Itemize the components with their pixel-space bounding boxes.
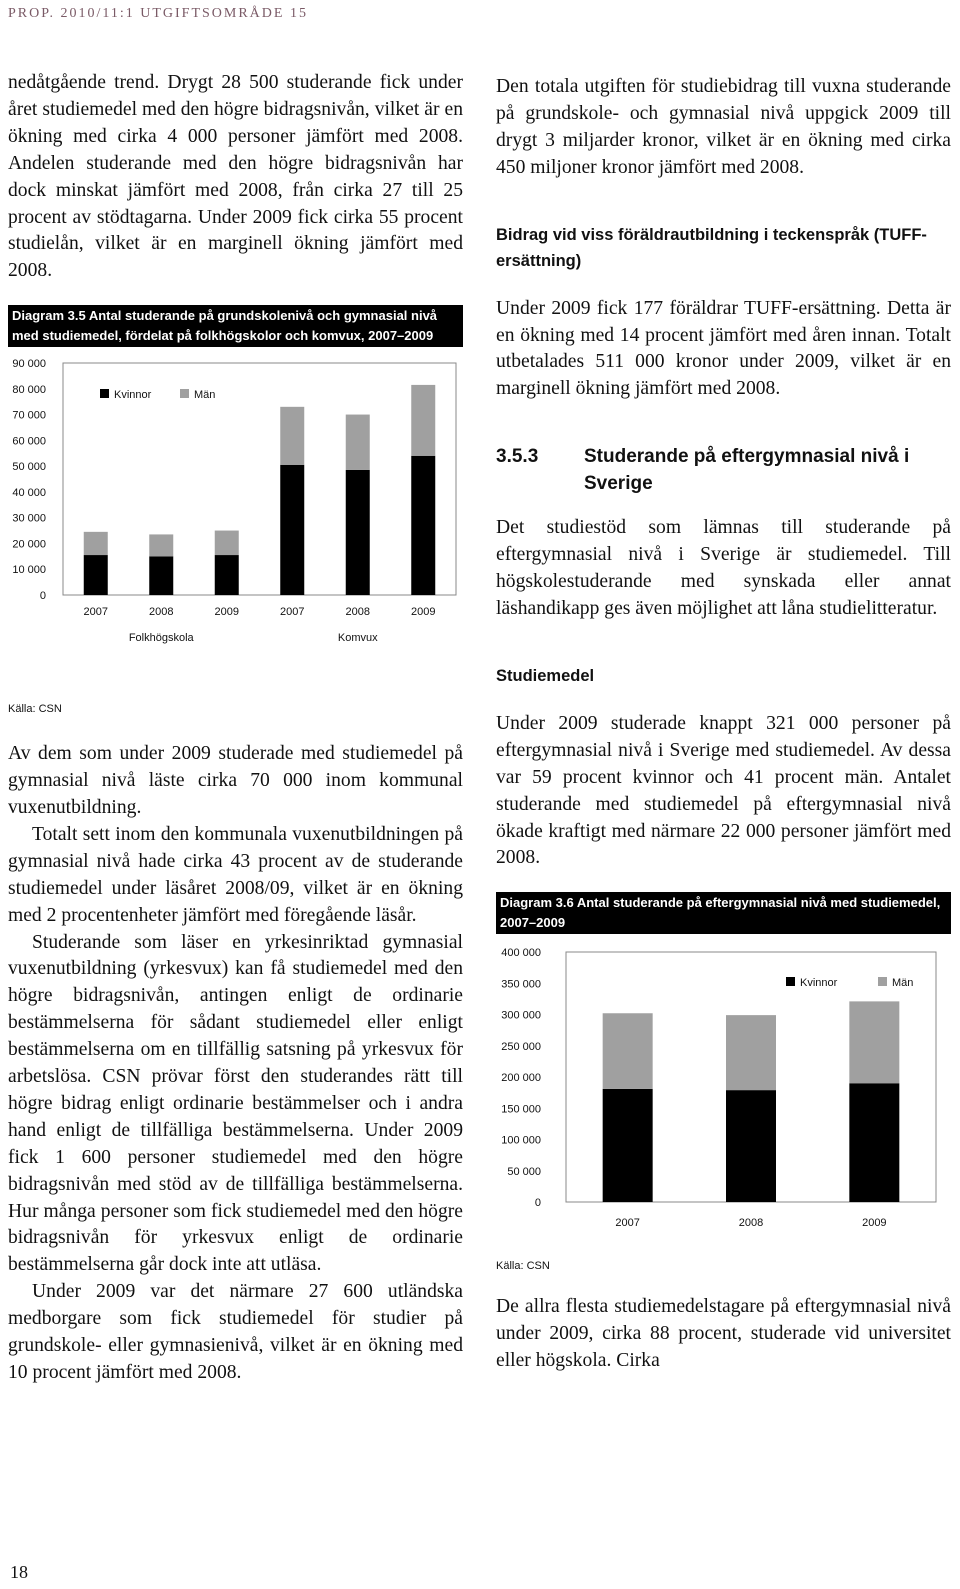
y-tick-label: 50 000 [507,1166,541,1179]
x-category-label: 2007 [83,606,108,619]
paragraph: Den totala utgiften för studiebidrag till vuxna studerande på grundskole- och gymnasial nivå uppgick 2009 till drygt 3 miljarder kronor, vilket är en ökning med cirka 450 miljoner kronor jämfört med 2008. [496,76,951,178]
legend-label: Kvinnor [114,389,152,402]
diagram-3-5 [8,305,463,723]
x-category-label: 2007 [280,606,305,619]
x-category-label: 2008 [738,1217,764,1230]
y-tick-label: 70 000 [12,409,46,422]
paragraph: nedåtgående trend. Drygt 28 500 studerande fick under året studiemedel med den högre bidragsnivån, vilket är en ökning med cirka 4 000 personer jämfört med 2008. Andelen studerande med den högre bidragsnivån har dock minskat jämfört med 2008, från cirka 27 till 25 procent av stödtagarna. Under 2009 fick cirka 55 procent studielån, vilket är en marginell ökning jämfört med 2008. [8,72,463,282]
diagram-title: Diagram 3.6 Antal studerande på eftergymnasial nivå med studiemedel, 2007–2009 [496,892,951,934]
paragraph: Det studiestöd som lämnas till studerande på eftergymnasial nivå i Sverige är studiemedel. Till högskolestuderande med synskada eller annat läshandikapp ges även möjlighet att låna studielitteratur. [496,517,951,619]
x-category-label: 2008 [149,606,174,619]
bar-kvinnor [215,555,239,595]
right-column [496,74,951,1375]
x-group-label: Komvux [337,632,378,645]
bar-män [149,535,173,557]
y-tick-label: 20 000 [12,538,46,551]
bar-män [603,1014,653,1090]
legend-label: Män [194,389,216,402]
bar-kvinnor [149,557,173,596]
diagram-3-6 [496,892,951,1280]
x-category-label: 2009 [214,606,239,619]
section-heading [496,443,951,497]
y-tick-label: 400 000 [501,947,541,960]
bar-män [215,531,239,555]
x-category-label: 2009 [411,606,436,619]
y-tick-label: 350 000 [501,978,541,991]
legend-label: Män [892,977,914,990]
bar-kvinnor [84,555,108,595]
y-tick-label: 50 000 [12,461,46,474]
bar-män [280,407,304,465]
bar-chart-3-6 [496,940,951,1255]
legend-swatch [180,389,189,398]
chart-source: Källa: CSN [8,703,62,716]
legend-swatch [878,977,887,986]
bar-kvinnor [280,465,304,595]
left-column [8,70,463,1387]
paragraph: Under 2009 fick 177 föräldrar TUFF-ersättning. Detta är en ökning med 14 procent jämfört med åren innan. Totalt utbetalades 511 000 kronor under 2009, vilket är en marginell ökning jämfört med 2008. [496,297,951,400]
section-title: Studerande på eftergymnasial nivå i Sverige [584,446,910,495]
x-category-label: 2007 [615,1217,640,1230]
y-tick-label: 0 [534,1197,541,1210]
page-header: PROP. 2010/11:1 UTGIFTSOMRÅDE 15 [8,6,308,21]
x-category-label: 2009 [862,1217,887,1230]
legend-label: Kvinnor [800,977,838,990]
y-tick-label: 60 000 [12,435,46,448]
x-group-label: Folkhögskola [128,632,194,645]
bar-män [849,1002,899,1084]
paragraph: De allra flesta studiemedelstagare på eftergymnasial nivå under 2009, cirka 88 procent, studerade vid universitet eller högskola. Cirka [496,1296,951,1372]
bar-kvinnor [849,1084,899,1203]
paragraph: Studerande som läser en yrkesinriktad gymnasial vuxenutbildning (yrkesvux) kan få studiemedel med den högre bidragsnivån, antingen enligt de ordinarie bestämmelserna för sådant studiemedel eller enligt bestämmelserna om en tillfällig satsning på yrkesvux för arbetslösa. CSN prövar först den studerandes rätt till högre bidrag enligt ordinarie bestämmelser och i andra hand enligt de tillfälliga bestämmelserna. Under 2009 fick 1 600 personer studiemedel med den högre bidragsnivån med stöd av de tillfälliga bestämmelserna. Hur många personer som fick studiemedel med den högre bidragsnivån för yrkesvux enligt de ordinarie bestämmelserna går dock inte att utläsa. [8,931,463,1276]
bar-kvinnor [726,1090,776,1202]
bar-män [84,532,108,555]
y-tick-label: 0 [39,590,46,603]
y-tick-label: 250 000 [501,1041,541,1054]
y-tick-label: 200 000 [501,1072,541,1085]
subheading: Bidrag vid viss föräldrautbildning i teckenspråk (TUFF- ersättning) [496,225,927,270]
legend-swatch [100,389,109,398]
y-tick-label: 100 000 [501,1134,541,1147]
section-number: 3.5.3 [496,446,539,468]
page-number: 18 [10,1562,28,1582]
bar-kvinnor [346,470,370,595]
bar-kvinnor [411,456,435,595]
legend-swatch [786,977,795,986]
paragraph: Under 2009 studerade knappt 321 000 personer på eftergymnasial nivå i Sverige med studiemedel. Av dessa var 59 procent kvinnor och 41 procent män. Antalet studerande med studiemedel på eftergymnasial nivå ökade kraftigt med närmare 22 000 personer jämfört med 2008. [496,712,951,869]
y-tick-label: 30 000 [12,512,46,525]
bar-män [411,385,435,456]
y-tick-label: 90 000 [12,358,46,371]
bar-chart-3-5 [8,353,463,698]
paragraph: Totalt sett inom den kommunala vuxenutbildningen på gymnasial nivå hade cirka 43 procent av de studerande studiemedel under läsåret 2008/09, vilket är en ökning med 2 procentenheter jämfört med föregående läsår. [8,823,463,926]
y-tick-label: 40 000 [12,487,46,500]
y-tick-label: 300 000 [501,1009,541,1022]
y-tick-label: 80 000 [12,384,46,397]
y-tick-label: 10 000 [12,564,46,577]
bar-män [726,1015,776,1090]
x-category-label: 2008 [345,606,370,619]
diagram-title: Diagram 3.5 Antal studerande på grundskolenivå och gymnasial nivå med studiemedel, fördelat på folkhögskolor och komvux, 2007–2009 [8,305,463,347]
bar-kvinnor [603,1089,653,1202]
subheading: Studiemedel [496,666,595,685]
bar-män [346,415,370,470]
chart-source: Källa: CSN [496,1260,550,1273]
paragraph: Under 2009 var det närmare 27 600 utländska medborgare som fick studiemedel för studier på grundskole- eller gymnasienivå, vilket är en ökning med 10 procent jämfört med 2008. [8,1281,463,1383]
y-tick-label: 150 000 [501,1103,541,1116]
paragraph: Av dem som under 2009 studerade med studiemedel på gymnasial nivå läste cirka 70 000 inom kommunal vuxenutbildning. [8,743,463,818]
